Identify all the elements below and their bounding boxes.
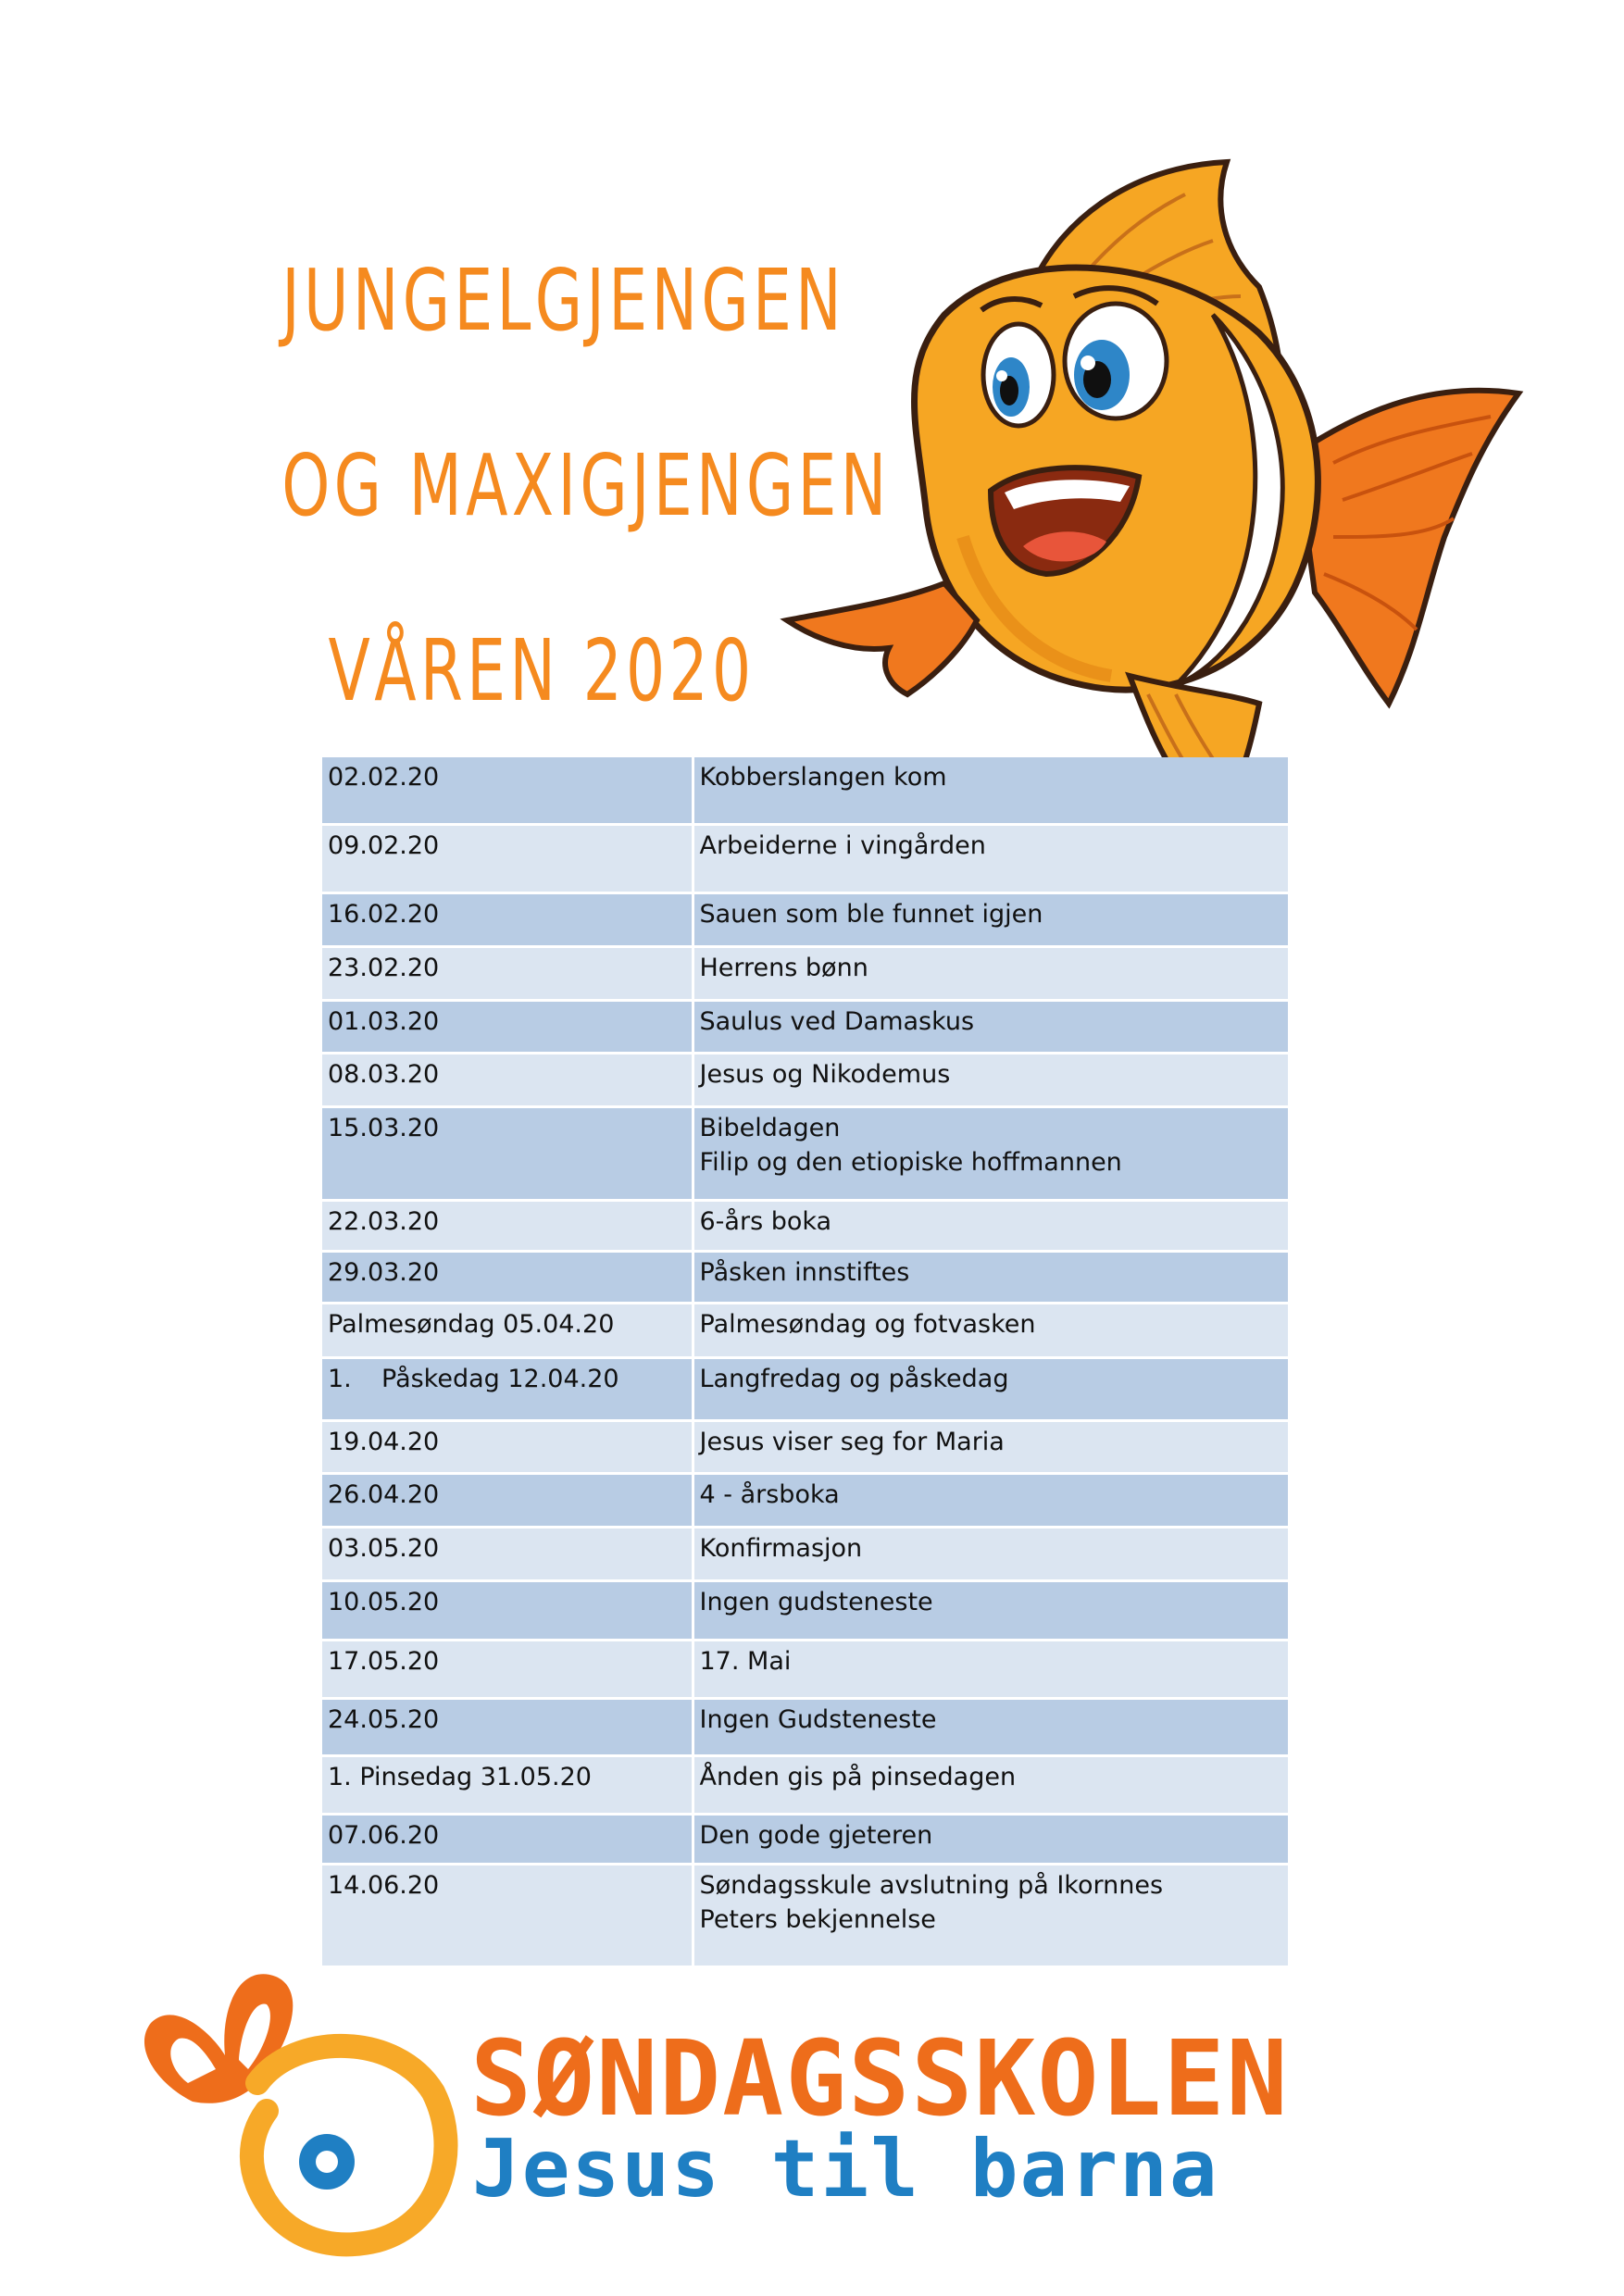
topic-cell: Påsken innstiftes: [693, 1251, 1289, 1303]
topic-cell: Jesus og Nikodemus: [693, 1053, 1289, 1106]
date-cell: 02.02.20: [322, 757, 693, 824]
sondagsskolen-fish-logo-icon: [137, 1944, 470, 2259]
list-number: 1.: [328, 1364, 352, 1393]
date-cell: 03.05.20: [322, 1527, 693, 1580]
date-cell: 08.03.20: [322, 1053, 693, 1106]
topic-cell: Arbeiderne i vingården: [693, 824, 1289, 892]
logo-tagline: Jesus til barna: [472, 2123, 1219, 2215]
date-text: Påskedag 12.04.20: [381, 1364, 619, 1393]
date-cell: 19.04.20: [322, 1420, 693, 1473]
table-row: [322, 1580, 1289, 1640]
table-row: [322, 1251, 1289, 1303]
topic-line: Bibeldagen: [699, 1113, 841, 1142]
page-title: [281, 208, 891, 764]
date-cell: 29.03.20: [322, 1251, 693, 1303]
date-cell: 16.02.20: [322, 892, 693, 946]
date-cell: 1. Pinsedag 31.05.20: [322, 1755, 693, 1814]
date-cell: 22.03.20: [322, 1200, 693, 1251]
table-row: [322, 1200, 1289, 1251]
topic-cell: Sauen som ble funnet igjen: [693, 892, 1289, 946]
table-row: [322, 1357, 1289, 1420]
topic-cell: Langfredag og påskedag: [693, 1357, 1289, 1420]
date-cell: 09.02.20: [322, 824, 693, 892]
table-row: [322, 892, 1289, 946]
table-row: [322, 1473, 1289, 1527]
date-cell: 26.04.20: [322, 1473, 693, 1527]
table-row: [322, 1755, 1289, 1814]
table-row: [322, 1527, 1289, 1580]
date-cell: 10.05.20: [322, 1580, 693, 1640]
table-row: [322, 1698, 1289, 1755]
topic-cell: [693, 1106, 1289, 1200]
table-row: [322, 1000, 1289, 1053]
topic-line: Søndagsskule avslutning på Ikornnes: [699, 1870, 1164, 1900]
date-cell: 07.06.20: [322, 1814, 693, 1864]
date-cell: 15.03.20: [322, 1106, 693, 1200]
topic-cell: Herrens bønn: [693, 946, 1289, 1000]
table-row: [322, 757, 1289, 824]
date-cell: 17.05.20: [322, 1640, 693, 1698]
title-line-1: JUNGELGJENGEN: [281, 251, 846, 350]
title-line-2: OG MAXIGJENGEN: [281, 436, 891, 535]
table-row: [322, 1053, 1289, 1106]
table-row: [322, 1420, 1289, 1473]
topic-line: Filip og den etiopiske hoffmannen: [699, 1147, 1122, 1177]
topic-cell: Den gode gjeteren: [693, 1814, 1289, 1864]
topic-cell: Ingen Gudsteneste: [693, 1698, 1289, 1755]
topic-cell: 6-års boka: [693, 1200, 1289, 1251]
topic-cell: Saulus ved Damaskus: [693, 1000, 1289, 1053]
table-row: [322, 1814, 1289, 1864]
topic-cell: Kobberslangen kom: [693, 757, 1289, 824]
topic-cell: 17. Mai: [693, 1640, 1289, 1698]
table-row: [322, 1106, 1289, 1200]
fish-left-fin: [787, 583, 977, 694]
date-cell: 14.06.20: [322, 1864, 693, 1966]
date-cell: Palmesøndag 05.04.20: [322, 1303, 693, 1357]
topic-cell: 4 - årsboka: [693, 1473, 1289, 1527]
fish-tail-fin: [1296, 391, 1518, 704]
topic-cell: Ånden gis på pinsedagen: [693, 1755, 1289, 1814]
logo-wordmark: SØNDAGSSKOLEN: [470, 2019, 1290, 2140]
fish-mascot-illustration: [778, 148, 1546, 833]
table-row: [322, 824, 1289, 892]
topic-cell: Palmesøndag og fotvasken: [693, 1303, 1289, 1357]
date-cell: 01.03.20: [322, 1000, 693, 1053]
schedule-table: [322, 757, 1291, 1968]
topic-cell: [693, 1864, 1289, 1966]
table-row: [322, 946, 1289, 1000]
table-row: [322, 1303, 1289, 1357]
topic-line: Peters bekjennelse: [699, 1904, 936, 1934]
date-cell: 23.02.20: [322, 946, 693, 1000]
topic-cell: Konfirmasjon: [693, 1527, 1289, 1580]
date-cell: [322, 1357, 693, 1420]
topic-cell: Ingen gudsteneste: [693, 1580, 1289, 1640]
table-row: [322, 1640, 1289, 1698]
date-cell: 24.05.20: [322, 1698, 693, 1755]
title-line-3: VÅREN 2020: [328, 621, 756, 720]
topic-cell: Jesus viser seg for Maria: [693, 1420, 1289, 1473]
